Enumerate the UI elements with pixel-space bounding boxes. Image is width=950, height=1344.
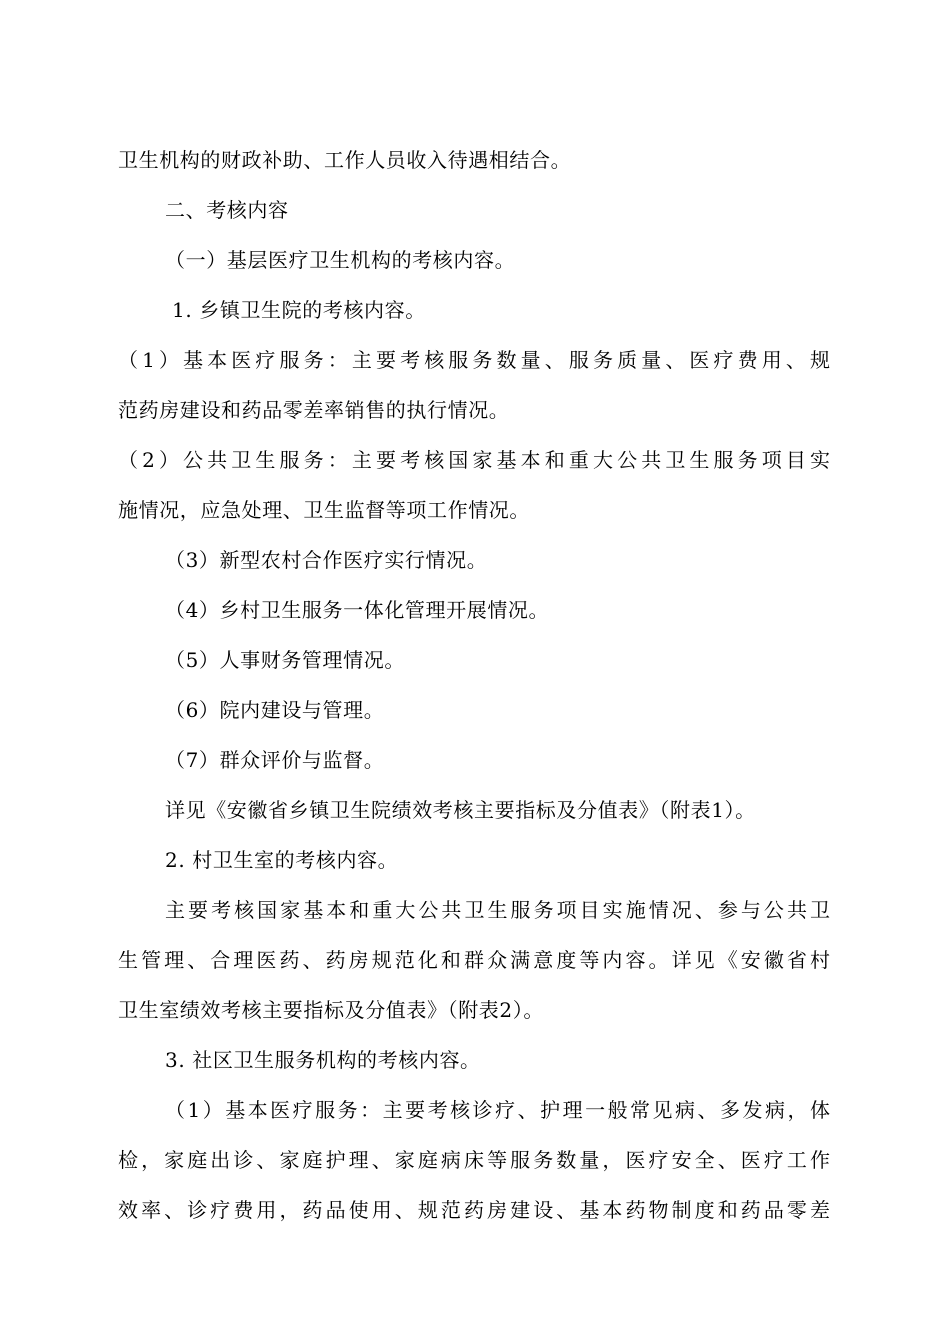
paragraph-line: 生管理、合理医药、药房规范化和群众满意度等内容。详见《安徽省村	[118, 948, 830, 972]
item-heading: 2. 村卫生室的考核内容。	[165, 848, 399, 872]
subsection-heading: （一）基层医疗卫生机构的考核内容。	[165, 248, 516, 272]
paragraph-line: 检，家庭出诊、家庭护理、家庭病床等服务数量，医疗安全、医疗工作	[118, 1148, 830, 1172]
paragraph-line: 卫生室绩效考核主要指标及分值表》（附表2）。	[118, 998, 544, 1022]
list-item: （4）乡村卫生服务一体化管理开展情况。	[165, 598, 550, 622]
paragraph-line: （1）基本医疗服务：主要考核诊疗、护理一般常见病、多发病，体	[165, 1098, 830, 1122]
paragraph-line: （2）公共卫生服务：主要考核国家基本和重大公共卫生服务项目实	[118, 448, 830, 472]
list-item: （6）院内建设与管理。	[165, 698, 385, 722]
paragraph-line: 主要考核国家基本和重大公共卫生服务项目实施情况、参与公共卫	[165, 898, 830, 922]
paragraph-line: 卫生机构的财政补助、工作人员收入待遇相结合。	[118, 148, 572, 172]
paragraph-line: （1）基本医疗服务：主要考核服务数量、服务质量、医疗费用、规	[118, 348, 830, 372]
paragraph-line: 施情况，应急处理、卫生监督等项工作情况。	[118, 498, 530, 522]
item-heading: 1. 乡镇卫生院的考核内容。	[172, 298, 426, 322]
paragraph-line: 范药房建设和药品零差率销售的执行情况。	[118, 398, 510, 422]
section-heading: 二、考核内容	[165, 198, 289, 222]
list-item: （3）新型农村合作医疗实行情况。	[165, 548, 488, 572]
item-heading: 3. 社区卫生服务机构的考核内容。	[165, 1048, 481, 1072]
list-item: （5）人事财务管理情况。	[165, 648, 405, 672]
list-item: （7）群众评价与监督。	[165, 748, 385, 772]
paragraph-line: 详见《安徽省乡镇卫生院绩效考核主要指标及分值表》（附表1）。	[165, 798, 756, 822]
paragraph-line: 效率、诊疗费用，药品使用、规范药房建设、基本药物制度和药品零差	[118, 1198, 830, 1222]
